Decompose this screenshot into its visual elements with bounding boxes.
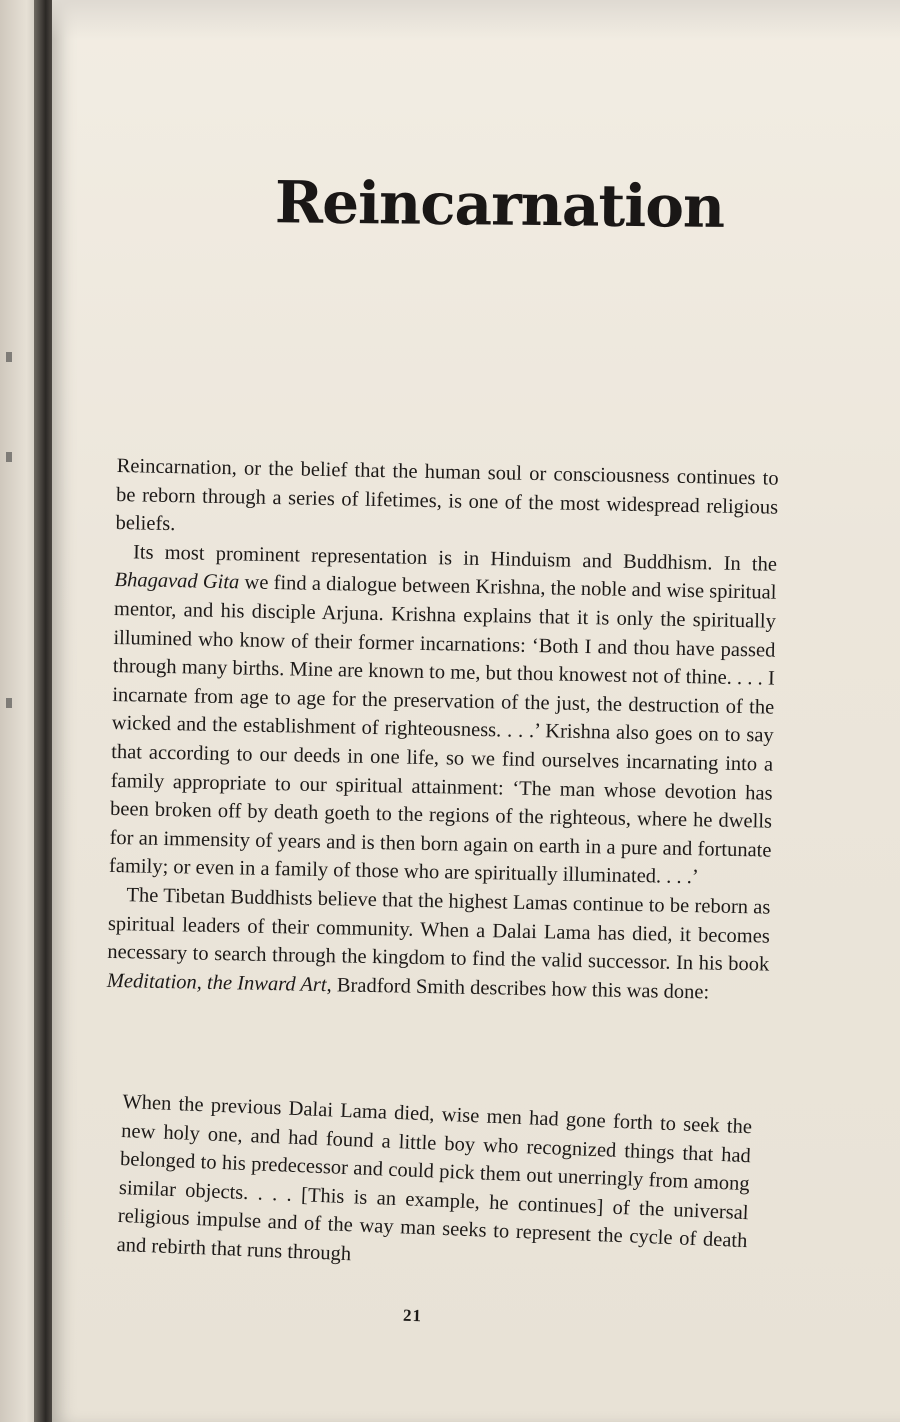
body-text [107, 452, 779, 1008]
previous-page-text-fragment [6, 352, 12, 362]
block-quote-text: When the previous Dalai Lama died, wise men had gone forth to seek the new holy one, and had found a little boy who recognized things that had belonged to his predecessor and could pick them out unerringly from among similar objects. . . . [This is an example, he continues] of the universal religious impulse and of the way man seeks to represent the cycle of death and rebirth that runs through [116, 1090, 753, 1265]
previous-page-text-fragment [6, 698, 12, 708]
book-title-bhagavad-gita: Bhagavad Gita [114, 569, 240, 594]
block-quote [116, 1088, 752, 1284]
chapter-title: Reincarnation [274, 168, 725, 241]
paragraph-3 [107, 881, 771, 1008]
paragraph-2-text-end: we find a dialogue between Krishna, the noble and wise spiritual mentor, and his disciple Arjuna. Krishna explains that it is only the spiritually illumined who know of their former incarnations: ‘Both I and thou have passed through many births. Mine are known to me, but thou knowest not of thine. . . . I incarnate from age to age for the preservation of the just, the destruction of the wicked and the establishment of righteousness. . . .’ Krishna also goes on to say that according to our deeds in one life, so we find ourselves incarnating into a family appropriate to our spiritual attainment: ‘The man whose devotion has been broken off by death goeth to the regions of the righteous, where he dwells for an immensity of years and is then born again on earth in a pure and fortunate family; or even in a family of those who are spiritually illuminated. . . .’ [108, 571, 777, 889]
page-number: 21 [402, 1305, 423, 1326]
previous-page-text-fragment [6, 452, 12, 462]
paragraph-3-text-end: , Bradford Smith describes how this was done: [326, 973, 710, 1004]
paragraph-1: Reincarnation, or the belief that the human soul or consciousness continues to be reborn through a series of lifetimes, is one of the most widespread religious beliefs. [115, 454, 779, 536]
paragraph-3-text-start: The Tibetan Buddhists believe that the highest Lamas continue to be reborn as spiritual leaders of their community. When a Dalai Lama has died, it becomes necessary to search through the kingdom to find the valid successor. In his book [107, 884, 771, 976]
paragraph-2-text-start: Its most prominent representation is in Hinduism and Buddhism. In the [132, 541, 778, 576]
book-title-meditation: Meditation, the Inward Art [106, 969, 327, 996]
page-content [105, 0, 785, 1422]
paragraph-2 [109, 538, 777, 894]
